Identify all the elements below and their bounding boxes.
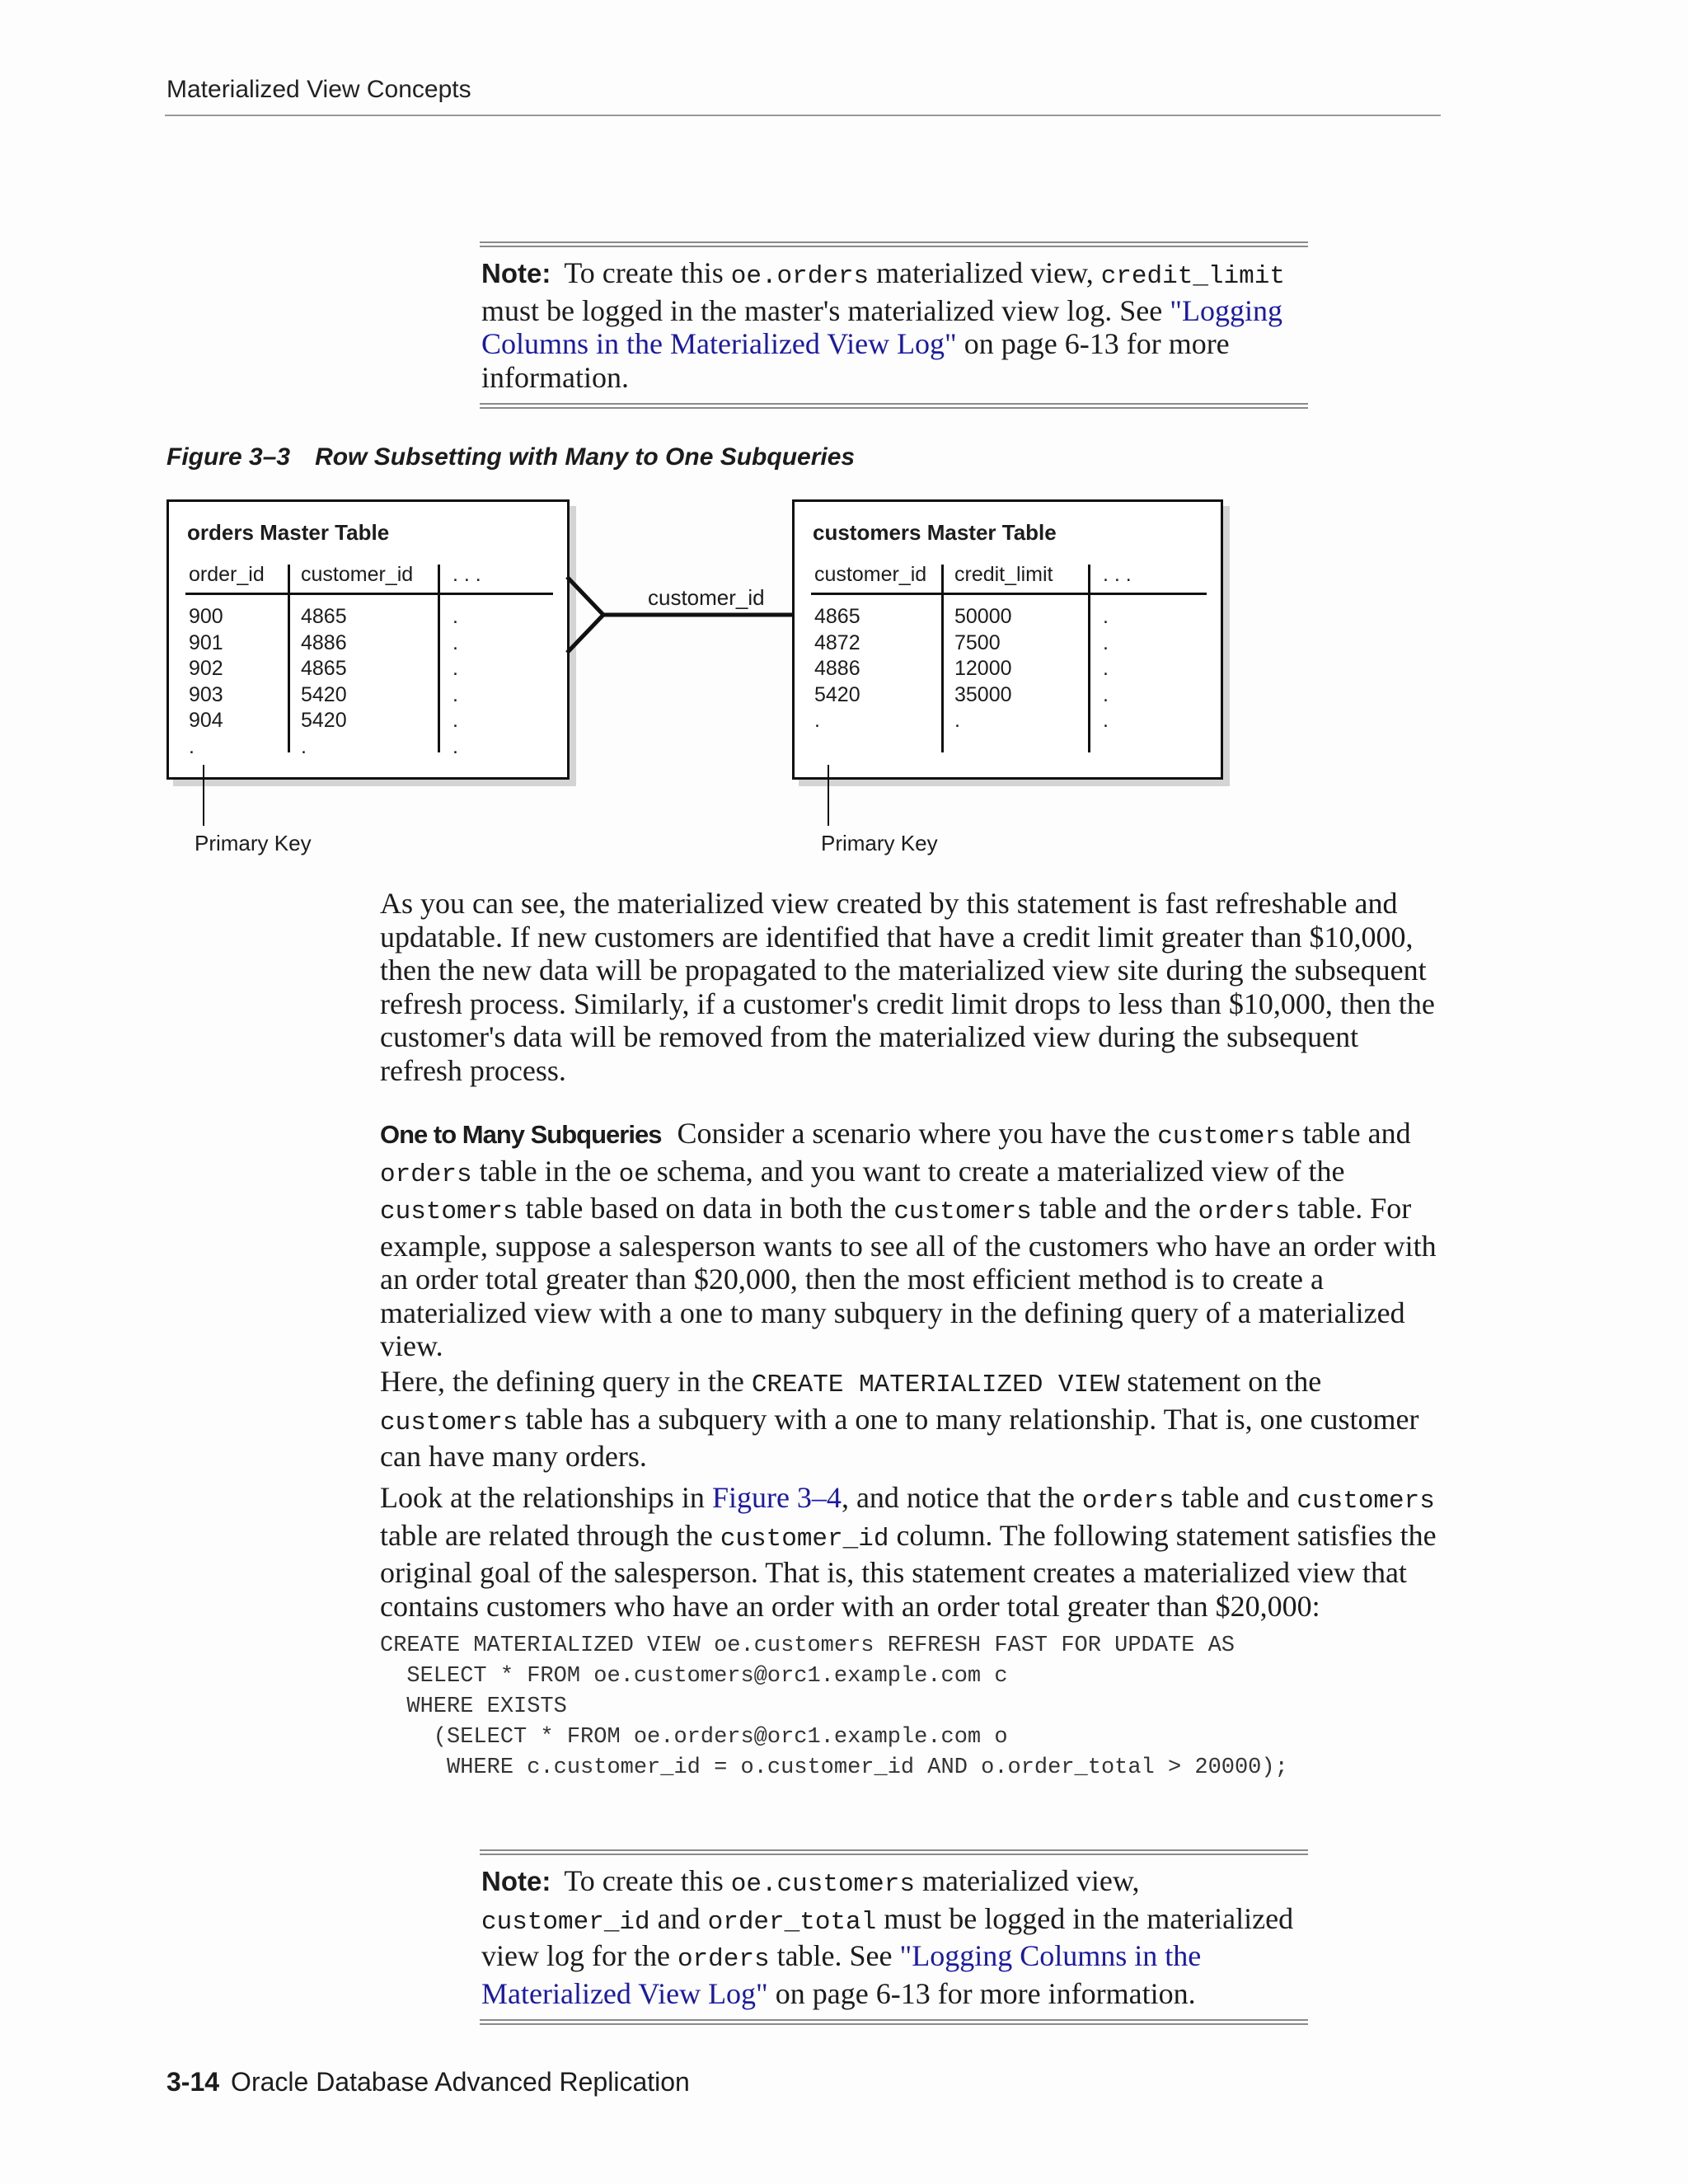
code-term: orders [380, 1160, 472, 1189]
primary-key-pointer [828, 765, 829, 826]
figure-caption [166, 443, 855, 471]
cell: . [452, 657, 458, 680]
cell: 4865 [814, 605, 860, 628]
figure-number: Figure 3–3 [166, 443, 291, 471]
cell: 5420 [814, 682, 860, 706]
paragraph-defining-query [380, 1365, 1443, 1474]
paragraph-relationships [380, 1481, 1443, 1623]
note-label: Note: [481, 1866, 551, 1896]
cell: 12000 [954, 657, 1012, 680]
cell: 4865 [301, 605, 347, 628]
cell: . [189, 734, 195, 758]
code-term: customers [380, 1197, 518, 1226]
customers-table-title: customers Master Table [813, 520, 1057, 545]
col-header-customer-id: customer_id [814, 563, 927, 586]
cell: 904 [189, 709, 223, 732]
cell: 50000 [954, 605, 1012, 628]
code-term: credit_limit [1100, 262, 1285, 291]
col-header-customer-id: customer_id [301, 563, 414, 586]
relationship-connector [162, 493, 1233, 864]
note-bottom-rule [480, 403, 1308, 409]
note-box-customers [480, 1849, 1308, 2025]
cell: 900 [189, 605, 223, 628]
code-term: customer_id [720, 1524, 889, 1554]
primary-key-pointer [203, 765, 204, 826]
code-term: customer_id [481, 1907, 650, 1937]
cell: 901 [189, 630, 223, 654]
code-term: order_total [707, 1907, 877, 1937]
note-label: Note: [481, 258, 551, 288]
col-header-more: . . . [1103, 563, 1132, 586]
cell: . [1103, 682, 1109, 706]
crows-foot-lower [567, 615, 603, 653]
header-rule [165, 115, 1441, 116]
page-number: 3-14 [166, 2067, 220, 2097]
note-top-rule [480, 241, 1308, 247]
figure-diagram [162, 493, 1233, 864]
cell: . [452, 734, 458, 758]
cell: . [954, 709, 960, 732]
page-footer [166, 2067, 690, 2097]
note-box-orders [480, 241, 1308, 409]
cell: . [1103, 709, 1109, 732]
logging-columns-link[interactable]: "Logging Columns in the Materialized View Log" [481, 1939, 1202, 2010]
paragraph-text: Here, the defining query in the CREATE MATERIALIZED VIEW statement on the customers table has a subquery with a one to many relationship. That is, one customer can have many orders. [380, 1365, 1419, 1473]
orders-table-title: orders Master Table [187, 520, 390, 545]
code-term: customers [893, 1197, 1032, 1226]
code-example: CREATE MATERIALIZED VIEW oe.customers REFRESH FAST FOR UPDATE AS SELECT * FROM oe.customers@orc1.example.com c WHERE EXISTS (SELECT * FROM oe.orders@orc1.example.com o WHERE c.customer_id = o.customer_id AND o.order_total > 20000); [380, 1633, 1288, 1780]
cell: . [301, 734, 307, 758]
relationship-label: customer_id [648, 585, 765, 610]
cell: 7500 [954, 630, 1001, 654]
col-header-credit-limit: credit_limit [954, 563, 1053, 586]
note-text: Note: To create this oe.orders materialized view, credit_limit must be logged in the master's materialized view log. See "Logging Columns in the Materialized View Log" on page 6-13 for more information. [481, 256, 1285, 394]
code-term: customers [1157, 1122, 1296, 1151]
col-header-order-id: order_id [189, 563, 265, 586]
paragraph-text: Look at the relationships in Figure 3–4, and notice that the orders table and customers table are related through the customer_id column. The following statement satisfies the original goal of the salesperson. That is, this statement creates a materialized view that contains customers who have an order with an order total greater than $20,000: [380, 1481, 1437, 1623]
cell: . [452, 682, 458, 706]
note-bottom-rule [480, 2019, 1308, 2025]
col-header-more: . . . [452, 563, 481, 586]
code-term: oe.orders [730, 262, 870, 291]
code-term: oe [618, 1160, 649, 1189]
cell: . [1103, 630, 1109, 654]
cell: 5420 [301, 682, 347, 706]
cell: . [452, 709, 458, 732]
paragraph-one-to-many [380, 1117, 1443, 1363]
cell: 902 [189, 657, 223, 680]
crows-foot-upper [567, 577, 603, 615]
note-text: Note: To create this oe.customers materialized view, customer_id and order_total must be logged in the materialized view log for the orders table. See "Logging Columns in the Materialized View Log" on page 6-13 for more information. [481, 1864, 1294, 2010]
cell: . [452, 630, 458, 654]
book-title: Oracle Database Advanced Replication [231, 2067, 690, 2097]
code-term: oe.customers [730, 1870, 915, 1899]
running-header: Materialized View Concepts [166, 76, 471, 103]
primary-key-label-orders: Primary Key [195, 831, 312, 855]
cell: 4865 [301, 657, 347, 680]
run-in-heading: One to Many Subqueries [380, 1120, 662, 1149]
note-top-rule [480, 1849, 1308, 1855]
figure-3-4-link[interactable]: Figure 3–4 [711, 1481, 842, 1514]
paragraph-fast-refreshable [380, 887, 1443, 1087]
cell: . [1103, 605, 1109, 628]
code-term: CREATE MATERIALIZED VIEW [751, 1371, 1120, 1399]
cell: . [452, 605, 458, 628]
cell: 35000 [954, 682, 1012, 706]
primary-key-label-customers: Primary Key [821, 831, 938, 855]
code-term: customers [380, 1408, 518, 1437]
cell: . [1103, 657, 1109, 680]
paragraph-text: One to Many Subqueries Consider a scenario where you have the customers table and orders table in the oe schema, and you want to create a materialized view of the customers table based on data in both the customers table and the orders table. For example, suppose a salesperson wants to see all of the customers who have an order with an order total greater than $20,000, then the most efficient method is to create a materialized view with a one to many subquery in the defining query of a materialized view. [380, 1117, 1437, 1362]
cell: 5420 [301, 709, 347, 732]
logging-columns-link[interactable]: "Logging Columns in the Materialized View Log" [481, 293, 1282, 360]
code-term: orders [1198, 1197, 1291, 1226]
cell: 903 [189, 682, 223, 706]
cell: 4886 [814, 657, 860, 680]
cell: 4872 [814, 630, 860, 654]
paragraph-text: As you can see, the materialized view created by this statement is fast refreshable and updatable. If new customers are identified that have a credit limit greater than $10,000, then the new data will be propagated to the materialized view site during the subsequent refresh process. Similarly, if a customer's credit limit drops to less than $10,000, then the customer's data will be removed from the materialized view during the subsequent refresh process. [380, 887, 1435, 1087]
code-term: orders [677, 1945, 770, 1974]
code-term: orders [1081, 1487, 1175, 1516]
cell: . [814, 709, 820, 732]
cell: 4886 [301, 630, 347, 654]
figure-title: Row Subsetting with Many to One Subqueries [315, 443, 856, 471]
code-term: customers [1296, 1487, 1435, 1516]
